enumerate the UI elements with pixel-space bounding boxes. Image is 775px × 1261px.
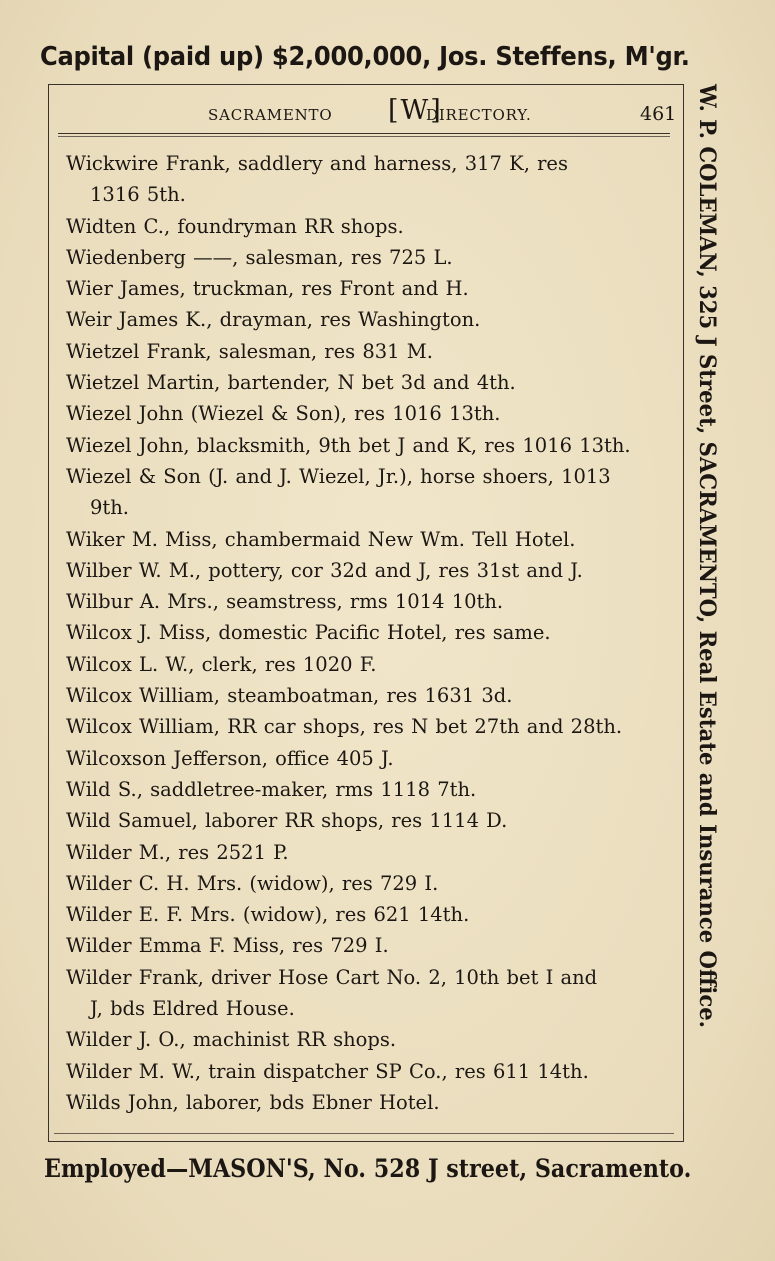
directory-entry <box>66 398 672 429</box>
directory-entry <box>66 962 672 1025</box>
directory-entry <box>66 899 672 930</box>
entry-line: Wietzel Frank, salesman, res 831 M. <box>66 339 433 363</box>
directory-entry <box>66 774 672 805</box>
entry-line: Wiker M. Miss, chambermaid New Wm. Tell Hotel. <box>66 527 576 551</box>
footer-rule <box>54 1133 674 1134</box>
entry-line: Wiezel John, blacksmith, 9th bet J and K, res 1016 13th. <box>66 433 631 457</box>
entry-line: Wilber W. M., pottery, cor 32d and J, res 31st and J. <box>66 558 583 582</box>
side-advertisement: W. P. COLEMAN, 325 J Street, SACRAMENTO, Real Estate and Insurance Office. <box>694 84 720 1029</box>
directory-entry <box>66 868 672 899</box>
entry-line: Wilds John, laborer, bds Ebner Hotel. <box>66 1090 440 1114</box>
entry-line: Wild S., saddletree-maker, rms 1118 7th. <box>66 777 477 801</box>
directory-entry <box>66 211 672 242</box>
entry-line: Wilcox J. Miss, domestic Pacific Hotel, res same. <box>66 621 551 645</box>
directory-entry <box>66 1056 672 1087</box>
bottom-advertisement: Employed—MASON'S, No. 528 J street, Sacramento. <box>44 1154 692 1183</box>
entry-line: Wilbur A. Mrs., seamstress, rms 1014 10th. <box>66 590 504 614</box>
entry-line: Wiedenberg ——, salesman, res 725 L. <box>66 245 453 269</box>
directory-entry <box>66 805 672 836</box>
running-head-city: SACRAMENTO <box>208 106 333 124</box>
top-advertisement: Capital (paid up) $2,000,000, Jos. Steffens, M'gr. <box>40 42 690 72</box>
frame-bottom-rule <box>48 1141 684 1142</box>
entry-line: Wilder C. H. Mrs. (widow), res 729 I. <box>66 871 439 895</box>
directory-entry <box>66 367 672 398</box>
entry-line: Widten C., foundryman RR shops. <box>66 214 404 238</box>
directory-entry <box>66 1024 672 1055</box>
entry-line: Wickwire Frank, saddlery and harness, 317 K, res <box>66 152 568 175</box>
entry-line: Wiezel John (Wiezel & Son), res 1016 13th. <box>66 402 501 426</box>
page-number: 461 <box>640 103 677 125</box>
directory-entry <box>66 649 672 680</box>
entry-line: Wilcox William, RR car shops, res N bet 27th and 28th. <box>66 715 623 739</box>
header-rule-secondary <box>58 136 670 137</box>
frame-top-rule <box>48 84 684 85</box>
entry-line: Wiezel & Son (J. and J. Wiezel, Jr.), horse shoers, 1013 <box>66 464 611 488</box>
directory-entry <box>66 617 672 648</box>
directory-entry <box>66 680 672 711</box>
entry-line: Wietzel Martin, bartender, N bet 3d and 4th. <box>66 371 516 395</box>
entry-line: Wilder Frank, driver Hose Cart No. 2, 10th bet I and <box>66 965 598 989</box>
directory-entry <box>66 711 672 742</box>
directory-entry <box>66 555 672 586</box>
entry-line: Wild Samuel, laborer RR shops, res 1114 D. <box>66 809 508 833</box>
entry-continuation-line: 9th. <box>90 496 129 520</box>
running-head <box>50 96 680 126</box>
directory-entry <box>66 524 672 555</box>
directory-entry <box>66 148 672 211</box>
entry-line: Weir James K., drayman, res Washington. <box>66 308 481 332</box>
directory-entry <box>66 930 672 961</box>
entry-line: Wilder Emma F. Miss, res 729 I. <box>66 934 389 958</box>
entry-line: Wilcox L. W., clerk, res 1020 F. <box>66 652 377 676</box>
directory-entries <box>66 148 672 1118</box>
entry-line: Wilder M., res 2521 P. <box>66 840 289 864</box>
entry-continuation-line: 1316 5th. <box>90 183 186 207</box>
header-rule <box>58 133 670 134</box>
running-head-letter: [W] <box>388 95 443 126</box>
directory-entry <box>66 430 672 461</box>
directory-entry <box>66 461 672 524</box>
entry-line: Wilder M. W., train dispatcher SP Co., res 611 14th. <box>66 1059 589 1083</box>
entry-line: Wilder E. F. Mrs. (widow), res 621 14th. <box>66 903 470 927</box>
directory-entry <box>66 743 672 774</box>
directory-entry <box>66 304 672 335</box>
frame-right-rule <box>683 84 684 1142</box>
entry-line: Wilcox William, steamboatman, res 1631 3d. <box>66 684 513 708</box>
directory-entry <box>66 242 672 273</box>
entry-continuation-line: J, bds Eldred House. <box>90 997 295 1021</box>
directory-entry <box>66 273 672 304</box>
entry-line: Wilder J. O., machinist RR shops. <box>66 1028 397 1052</box>
directory-entry <box>66 837 672 868</box>
directory-entry <box>66 586 672 617</box>
running-head-title: DIRECTORY. <box>426 106 532 124</box>
directory-entry <box>66 1087 672 1118</box>
directory-entry <box>66 336 672 367</box>
entry-line: Wilcoxson Jefferson, office 405 J. <box>66 746 394 770</box>
entry-line: Wier James, truckman, res Front and H. <box>66 277 469 301</box>
frame-left-rule <box>48 84 49 1142</box>
